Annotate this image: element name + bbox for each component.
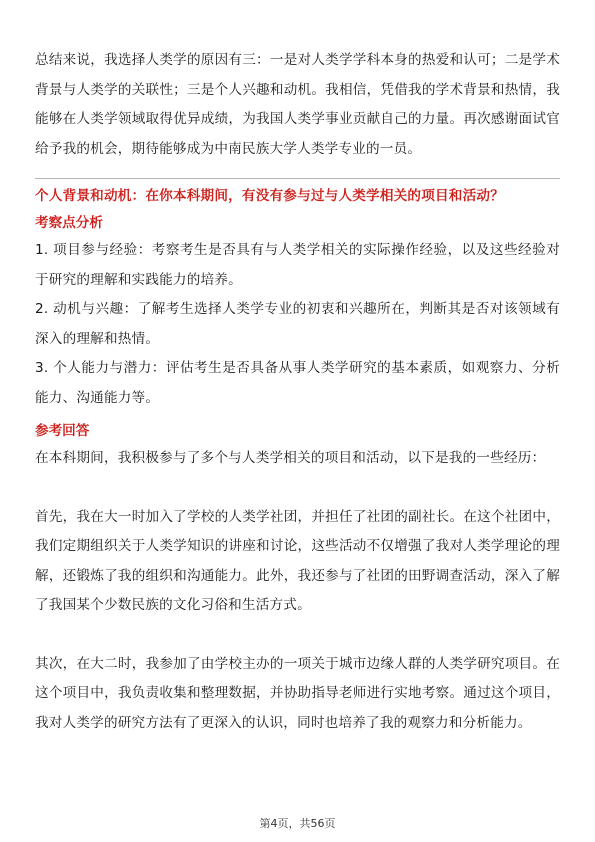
answer-paragraph: 首先，我在大一时加入了学校的人类学社团，并担任了社团的副社长。在这个社团中，我们定期组织关于人类学知识的讲座和讨论，这些活动不仅增强了我对人类学理论的理解，还锻炼了我的组织和沟通能力。此外，我还参与了社团的田野调查活动，深入了解了我国某个少数民族的文化习俗和生活方式。: [35, 508, 560, 613]
analysis-point: 3. 个人能力与潜力：评估考生是否具备从事人类学研究的基本素质，如观察力、分析能力、沟通能力等。: [35, 360, 560, 406]
section-divider: [35, 178, 560, 179]
page-number: 第4页，共56页: [259, 817, 336, 830]
interview-question: 个人背景和动机：在你本科期间，有没有参与过与人类学相关的项目和活动？: [35, 188, 504, 204]
answer-paragraph: 在本科期间，我积极参与了多个与人类学相关的项目和活动，以下是我的一些经历：: [35, 450, 546, 466]
answer-paragraph: 其次，在大二时，我参加了由学校主办的一项关于城市边缘人群的人类学研究项目。在这个项目中，我负责收集和整理数据，并协助指导老师进行实地考察。通过这个项目，我对人类学的研究方法有了更深入的认识，同时也培养了我的观察力和分析能力。: [35, 655, 560, 731]
analysis-heading: 考察点分析: [35, 215, 103, 231]
page-content: [35, 46, 560, 738]
intro-paragraph: 总结来说，我选择人类学的原因有三：一是对人类学学科本身的热爱和认可；二是学术背景与人类学的关联性；三是个人兴趣和动机。我相信，凭借我的学术背景和热情，我能够在人类学领域取得优异成绩，为我国人类学事业贡献自己的力量。再次感谢面试官给予我的机会，期待能够成为中南民族大学人类学专业的一员。: [35, 52, 560, 157]
answer-heading: 参考回答: [35, 423, 90, 439]
analysis-point: 1. 项目参与经验：考察考生是否具有与人类学相关的实际操作经验，以及这些经验对于研究的理解和实践能力的培养。: [35, 242, 560, 288]
analysis-point: 2. 动机与兴趣：了解考生选择人类学专业的初衷和兴趣所在，判断其是否对该领域有深入的理解和热情。: [35, 301, 560, 347]
